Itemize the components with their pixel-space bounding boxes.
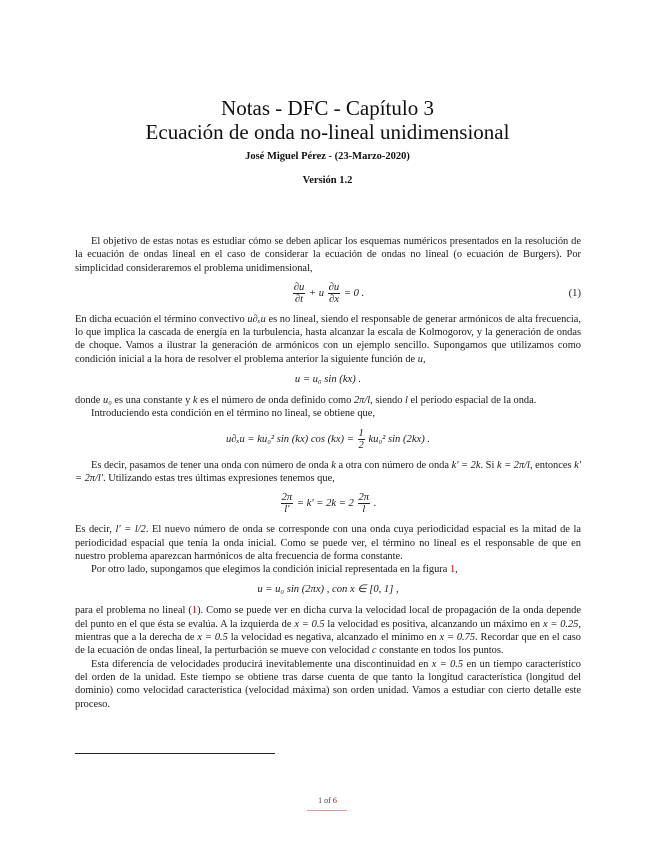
p5-text-b: a otra con número de onda: [335, 459, 452, 471]
var-kprime: k′ = 2k: [451, 459, 481, 471]
equation-1: [75, 281, 581, 307]
convective-term: u∂ₓu: [247, 313, 266, 325]
var-2pi-l: 2π/l: [353, 395, 371, 407]
figure-reference-link[interactable]: 1: [449, 564, 456, 576]
var-k: k: [192, 395, 198, 407]
p8-text-e: la velocidad es negativa, alcanzado el mínimo en: [227, 632, 440, 644]
eq1-denominator-x: ∂x: [328, 293, 339, 305]
page-total-link[interactable]: 6: [332, 796, 337, 805]
paragraph-por-otro-lado: [75, 563, 581, 576]
var-x075: x = 0.75: [439, 632, 476, 644]
p8-text-a: para el problema no lineal (: [75, 605, 192, 617]
eq1-plus-u: + u: [308, 287, 325, 299]
footnote-rule: [75, 753, 275, 754]
p3-text-a: donde: [75, 395, 103, 407]
eq4-lprime: l′: [284, 504, 290, 516]
var-lprime: l′ = l/2: [115, 524, 146, 536]
footer-rule: [307, 810, 347, 811]
equation-3: [75, 427, 581, 453]
eq4-l: l: [362, 504, 366, 516]
equation-reference-link[interactable]: 1: [191, 605, 198, 617]
equation-4: [75, 491, 581, 517]
paragraph-velocidad: [75, 604, 581, 657]
document-body: [75, 235, 581, 711]
p7-text-a: Por otro lado, supongamos que elegimos la condición inicial representada en la figura: [91, 564, 450, 576]
paragraph-intro: El objetivo de estas notas es estudiar cómo se deben aplicar los esquemas numéricos presentados en la resolución de la ecuación de ondas lineal en el caso de considerar la ecuación de ondas no lineal (o ecuación de Burgers). Por simplicidad consideraremos el problema unidimensional,: [75, 236, 581, 274]
p7-text-b: ,: [455, 564, 458, 576]
eq5-text-a: u = u₀ sin (2πx) , con: [257, 584, 350, 596]
var-k-2: k: [331, 459, 336, 471]
p8-text-f: . Recordar que en el caso de la ecuación de ondas lineal, la perturbación se mueve con velocidad: [75, 632, 581, 657]
author-line: José Miguel Pérez - (23-Marzo-2020): [245, 151, 410, 162]
p9-text-b: en un tiempo característico del orden de la unidad. Este tiempo se obtiene tras darse cuenta de que tanto la longitud característica (longitud del dominio) como velocidad característica (velocidad máxima) son orden unidad. Vamos a estudiar con cierto detalle este proceso.: [75, 658, 581, 710]
equation-2: [75, 372, 581, 388]
p3-text-d: , siendo: [370, 395, 406, 407]
var-u: u: [417, 353, 423, 365]
title-line-2: Ecuación de onda no-lineal unidimensional: [145, 120, 510, 144]
eq3-two: 2: [358, 439, 364, 451]
eq3-one: 1: [358, 427, 364, 439]
var-c: c: [371, 645, 377, 657]
eq4-2pi-b: 2π: [358, 492, 370, 504]
p5-text-a: Es decir, pasamos de tener una onda con número de onda: [91, 459, 332, 471]
eq3-lhs: u∂ₓu = ku₀² sin (kx) cos (kx) =: [225, 433, 354, 445]
p5-text-c: . Si: [480, 459, 497, 471]
eq4-end: .: [373, 498, 377, 510]
var-l: l: [405, 395, 408, 407]
var-k-eq: k = 2π/l: [496, 459, 530, 471]
eq4-mid: = k′ = 2k = 2: [296, 498, 354, 510]
paragraph-es-decir-1: [75, 459, 581, 486]
p3-text-b: es una constante y: [111, 395, 193, 407]
paragraph-convective: [75, 313, 581, 366]
p2-text-a: En dicha ecuación el término convectivo: [75, 313, 248, 325]
p6-text-a: Es decir,: [75, 524, 116, 536]
var-x025: x = 0.25: [542, 618, 579, 630]
version-line: Versión 1.2: [302, 175, 353, 186]
title-line-1: Notas - DFC - Capítulo 3: [221, 96, 434, 120]
p6-text-b: . El nuevo número de onda se corresponde con una onda cuya periodicidad espacial es la mitad de la periodicidad espacial que tenía la onda inicial. Como se puede ver, el término no lineal es el responsable de que en nuestro problema aparezcan harmónicos de alta frecuencia de forma constante.: [75, 524, 581, 562]
eq1-numerator: ∂u: [293, 281, 305, 293]
var-x05-b: x = 0.5: [197, 632, 228, 644]
p8-text-d: , mientras que a la derecha de: [75, 618, 581, 644]
eq4-2pi: 2π: [281, 492, 293, 504]
paragraph-es-decir-2: [75, 523, 581, 563]
var-kprime-2: k′ = 2π/l′: [75, 459, 581, 484]
p5-text-e: . Utilizando estas tres últimas expresiones tenemos que,: [103, 472, 335, 484]
eq1-number: (1): [568, 287, 581, 299]
p9-text-a: Esta diferencia de velocidades producirá inevitablemente una discontinuidad en: [91, 658, 432, 670]
var-x05: x = 0.5: [294, 618, 325, 630]
var-u0: u₀: [103, 395, 112, 407]
p8-text-c: la velocidad es positiva, alcanzando un máximo en: [324, 618, 543, 630]
p2-text-c: ,: [422, 353, 426, 365]
p5-text-d: , entonces: [529, 459, 575, 471]
paragraph-introducing: Introduciendo esta condición en el término no lineal, se obtiene que,: [91, 408, 375, 420]
p8-text-g: constante en todos los puntos.: [376, 645, 504, 657]
eq1-rhs: = 0 .: [343, 287, 365, 299]
page-footer: [0, 796, 655, 805]
eq5-text-b: x ∈ [0, 1] ,: [349, 584, 399, 596]
var-x05-c: x = 0.5: [431, 658, 464, 670]
eq2-text: u = u₀ sin (kx) .: [294, 374, 362, 386]
paragraph-discontinuidad: [75, 658, 581, 711]
p2-text-b: es no lineal, siendo el responsable de generar armónicos de alta frecuencia, lo que implica la cascada de energía en la turbulencia, hasta alcanzar la escala de Kolmogorov, y la generación de ondas de choque. Vamos a ilustrar la generación de armónicos con un ejemplo sencillo. Supongamos que utilizamos como condición inicial a la hora de resolver el problema anterior la siguiente función de: [75, 313, 581, 365]
paragraph-wavenumber: [75, 394, 581, 407]
eq3-rhs: ku₀² sin (2kx) .: [368, 433, 431, 445]
p3-text-c: es el número de onda definido como: [197, 395, 354, 407]
equation-5: [75, 582, 581, 598]
p8-text-b: ). Como se puede ver en dicha curva la velocidad local de propagación de la onda depende del punto en el que ésta se evalúa. A la izquierda de: [75, 605, 581, 630]
p3-text-e: el periodo espacial de la onda.: [407, 395, 537, 407]
eq1-numerator-2: ∂u: [328, 281, 340, 293]
eq1-denominator-t: ∂t: [294, 293, 304, 305]
page-number-prefix: 1 of: [318, 796, 333, 805]
